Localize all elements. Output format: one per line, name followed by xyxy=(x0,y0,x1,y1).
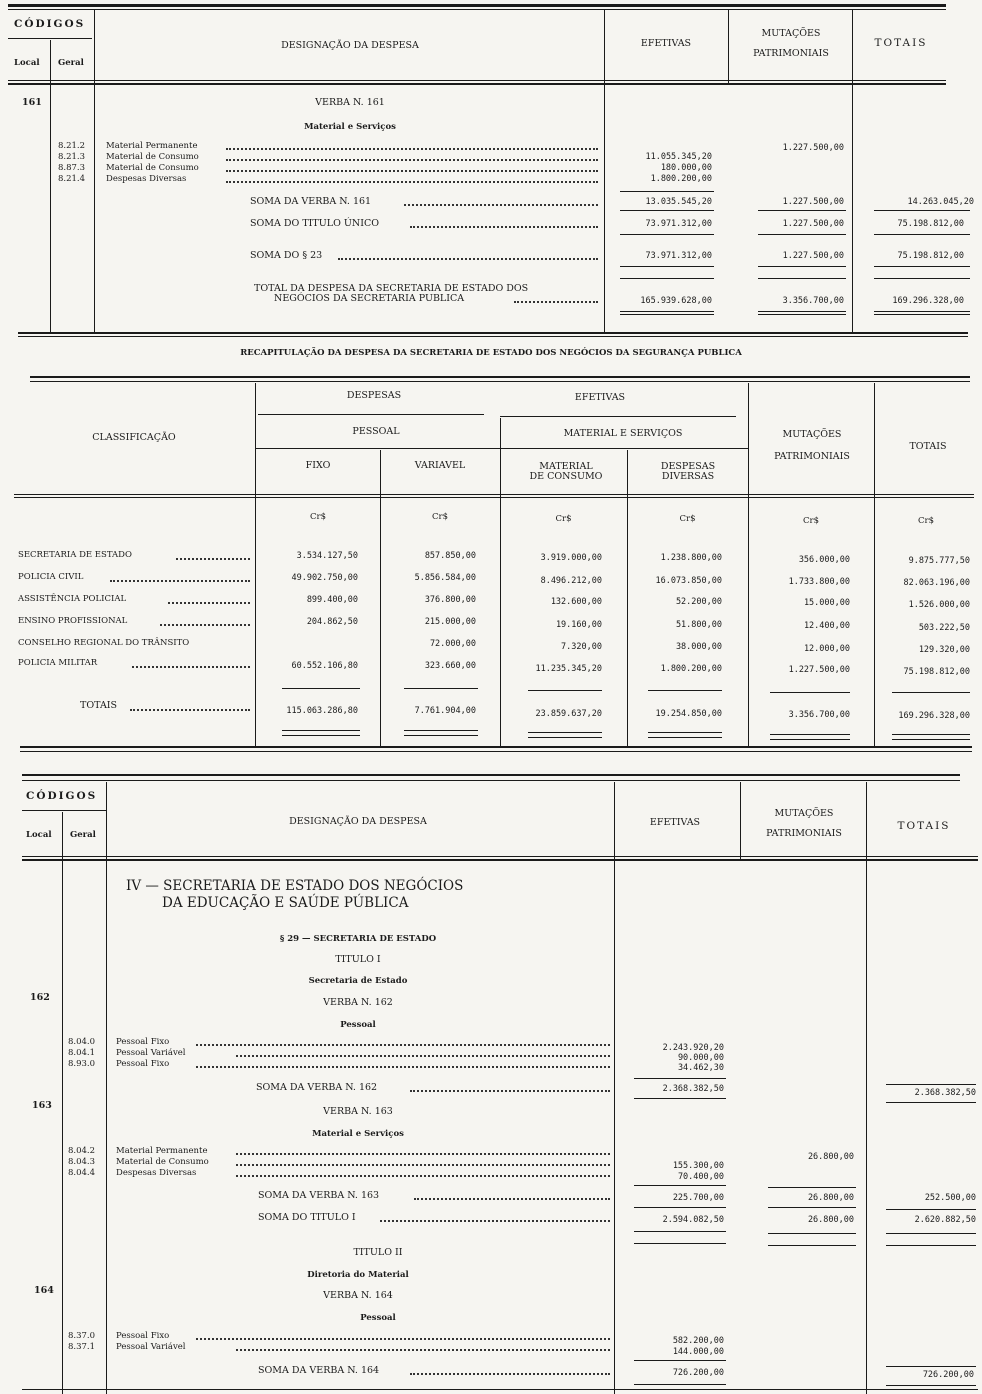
mutacoes-header-1: MUTAÇÕES xyxy=(761,28,821,39)
efetivas-header: EFETIVAS xyxy=(640,38,692,49)
recap-row-consumo: 132.600,00 xyxy=(550,597,602,607)
efetivas-header-2: EFETIVAS xyxy=(649,817,701,828)
v162-item-label: Pessoal Fixo xyxy=(116,1037,170,1047)
block1-sum-totais: 75.198.812,00 xyxy=(897,219,964,229)
titulo2-sub: Diretoria do Material xyxy=(307,1270,409,1280)
titulo1-heading: TITULO I xyxy=(335,954,381,965)
recap-row-fixo: 899.400,00 xyxy=(306,595,358,605)
block1-sum-efetivas: 13.035.545,20 xyxy=(645,197,712,207)
recap-diversas-header-1: DESPESAS xyxy=(660,461,716,472)
block1-item-code: 8.87.3 xyxy=(58,163,86,173)
v164-labels xyxy=(116,1331,186,1353)
recap-currency: Cr$ xyxy=(918,516,934,526)
block1-total-totais: 169.296.328,00 xyxy=(892,296,964,306)
v162-item-efetivas: 90.000,00 xyxy=(677,1053,724,1063)
recap-efetivas-header: EFETIVAS xyxy=(574,392,626,403)
v163-item-label: Material Permanente xyxy=(116,1146,208,1156)
recap-totais-header: TOTAIS xyxy=(909,441,947,452)
recap-row-consumo: 11.235.345,20 xyxy=(535,664,602,674)
block1-item-codes xyxy=(58,141,85,185)
recap-row-label: POLICIA MILITAR xyxy=(18,658,98,668)
recap-row-mutacoes: 1.227.500,00 xyxy=(788,665,850,675)
block1-local-code: 161 xyxy=(22,97,42,108)
recap-row-fixo: 60.552.106,80 xyxy=(291,661,358,671)
titulo1-sum-totais: 2.620.882,50 xyxy=(914,1215,976,1225)
v163-sum-mutacoes: 26.800,00 xyxy=(807,1193,854,1203)
recap-row-mutacoes: 12.400,00 xyxy=(803,621,850,631)
v164-item-label: Pessoal Variável xyxy=(116,1342,186,1352)
section-heading-1: IV — SECRETARIA DE ESTADO DOS NEGÓCIOS xyxy=(126,878,464,894)
recap-row-mutacoes: 12.000,00 xyxy=(803,644,850,654)
recap-row-mutacoes: 15.000,00 xyxy=(803,598,850,608)
totais-header-2: TOTAIS xyxy=(897,820,951,832)
recap-currency: Cr$ xyxy=(555,514,572,524)
recap-pessoal-header: PESSOAL xyxy=(352,426,400,437)
recap-currency: Cr$ xyxy=(310,512,326,522)
v163-sum-efetivas: 225.700,00 xyxy=(672,1193,724,1203)
recap-row-mutacoes: 356.000,00 xyxy=(798,555,850,565)
recap-row-label: CONSELHO REGIONAL DO TRÂNSITO xyxy=(18,638,190,648)
recap-row-totais: 82.063.196,00 xyxy=(903,578,970,588)
geral-header: Geral xyxy=(58,58,84,68)
v162-labels xyxy=(116,1037,186,1070)
v162-item-efetivas: 34.462,30 xyxy=(677,1063,724,1073)
v163-sub: Material e Serviços xyxy=(312,1129,404,1139)
block1-sum-efetivas: 73.971.312,00 xyxy=(645,219,712,229)
mutacoes-header-2a: MUTAÇÕES xyxy=(774,808,834,819)
recap-mutacoes-header-1: MUTAÇÕES xyxy=(782,429,842,440)
block1-sum-label: SOMA DO § 23 xyxy=(250,250,323,261)
recap-row-variavel: 72.000,00 xyxy=(429,639,476,649)
recap-row-diversas: 16.073.850,00 xyxy=(655,576,722,586)
recap-material-header: MATERIAL E SERVIÇOS xyxy=(563,428,683,439)
v162-item-code: 8.04.0 xyxy=(68,1037,96,1047)
v164-item-code: 8.37.1 xyxy=(68,1342,96,1352)
recap-consumo-header-2: DE CONSUMO xyxy=(529,471,603,482)
recap-row-variavel: 376.800,00 xyxy=(424,595,476,605)
recap-row-mutacoes: 1.733.800,00 xyxy=(788,577,850,587)
v162-item-code: 8.04.1 xyxy=(68,1048,96,1058)
v163-sum-label: SOMA DA VERBA N. 163 xyxy=(258,1190,380,1201)
block1-sum-mutacoes: 1.227.500,00 xyxy=(782,197,844,207)
block1-item-code: 8.21.3 xyxy=(58,152,86,162)
recap-row-variavel: 323.660,00 xyxy=(424,661,476,671)
block1-item-efetivas: 1.800.200,00 xyxy=(650,174,712,184)
v164-title: VERBA N. 164 xyxy=(323,1290,393,1301)
recap-row-consumo: 7.320,00 xyxy=(561,642,602,652)
recap-despesas-header: DESPESAS xyxy=(346,390,402,401)
recap-row-variavel: 857.850,00 xyxy=(424,551,476,561)
recap-diversas-header-2: DIVERSAS xyxy=(661,471,715,482)
v164-sub: Pessoal xyxy=(360,1313,396,1323)
block1-sum-mutacoes: 1.227.500,00 xyxy=(782,219,844,229)
recap-row-diversas: 52.200,00 xyxy=(675,597,722,607)
v164-codes xyxy=(68,1331,95,1353)
block1-total-line2: NEGÓCIOS DA SECRETARIA PUBLICA xyxy=(274,293,465,304)
block1-total-mutacoes: 3.356.700,00 xyxy=(782,296,844,306)
v163-item-mutacoes: 26.800,00 xyxy=(807,1152,854,1162)
v163-item-efetivas: 70.400,00 xyxy=(677,1172,724,1182)
recap-classificacao-header: CLASSIFICAÇÃO xyxy=(92,432,176,443)
v163-labels xyxy=(116,1146,209,1179)
v163-item-code: 8.04.3 xyxy=(68,1157,96,1167)
recap-total-variavel: 7.761.904,00 xyxy=(414,706,476,716)
recap-total-fixo: 115.063.286,80 xyxy=(286,706,358,716)
recap-row-diversas: 1.800.200,00 xyxy=(660,664,722,674)
mutacoes-header-2b: PATRIMONIAIS xyxy=(766,828,842,839)
block1-item-mutacoes: 1.227.500,00 xyxy=(782,143,844,153)
v163-codes xyxy=(68,1146,95,1179)
block1-item-label: Material Permanente xyxy=(106,141,198,151)
titulo1-sum-label: SOMA DO TITULO I xyxy=(258,1212,356,1223)
v162-sub: Pessoal xyxy=(340,1020,376,1030)
v164-sum-totais: 726.200,00 xyxy=(922,1370,974,1380)
v164-code: 164 xyxy=(34,1285,54,1296)
block1-item-efetivas: 180.000,00 xyxy=(660,163,712,173)
block1-sum-mutacoes: 1.227.500,00 xyxy=(782,251,844,261)
block1-sum-label: SOMA DA VERBA N. 161 xyxy=(250,196,372,207)
recap-currency: Cr$ xyxy=(432,512,448,522)
recap-row-totais: 129.320,00 xyxy=(918,645,970,655)
recap-mutacoes-header-2: PATRIMONIAIS xyxy=(774,451,850,462)
v164-item-efetivas: 582.200,00 xyxy=(672,1336,724,1346)
block1-verba-title: VERBA N. 161 xyxy=(315,97,385,108)
recap-total-totais: 169.296.328,00 xyxy=(898,711,970,721)
recap-row-fixo: 3.534.127,50 xyxy=(296,551,358,561)
recap-row-fixo: 204.862,50 xyxy=(306,617,358,627)
designacao-header: DESIGNAÇÃO DA DESPESA xyxy=(281,40,419,51)
block1-item-label: Despesas Diversas xyxy=(106,174,187,184)
block1-item-label: Material de Consumo xyxy=(106,152,199,162)
v163-item-label: Material de Consumo xyxy=(116,1157,209,1167)
v162-sum-label: SOMA DA VERBA N. 162 xyxy=(256,1082,378,1093)
block1-subtitle: Material e Serviços xyxy=(304,122,396,132)
recap-row-totais: 1.526.000,00 xyxy=(908,600,970,610)
recap-row-fixo: 49.902.750,00 xyxy=(291,573,358,583)
block1-total-line1: TOTAL DA DESPESA DA SECRETARIA DE ESTADO DOS xyxy=(254,283,529,294)
v163-item-efetivas: 155.300,00 xyxy=(672,1161,724,1171)
titulo1-sum-mutacoes: 26.800,00 xyxy=(807,1215,854,1225)
local-header-2: Local xyxy=(26,830,52,840)
v162-item-label: Pessoal Fixo xyxy=(116,1059,170,1069)
geral-header-2: Geral xyxy=(70,830,96,840)
recap-total-consumo: 23.859.637,20 xyxy=(535,709,602,719)
block1-sum-totais: 75.198.812,00 xyxy=(897,251,964,261)
recap-row-totais: 9.875.777,50 xyxy=(908,556,970,566)
block1-sum-totais: 14.263.045,20 xyxy=(907,197,974,207)
v163-code: 163 xyxy=(32,1100,52,1111)
v162-sum-efetivas: 2.368.382,50 xyxy=(662,1084,724,1094)
block1-item-code: 8.21.4 xyxy=(58,174,86,184)
recap-totals-label: TOTAIS xyxy=(80,700,118,711)
recap-currency: Cr$ xyxy=(679,514,696,524)
local-header: Local xyxy=(14,58,40,68)
recap-currency: Cr$ xyxy=(803,516,819,526)
block1-item-efetivas: 11.055.345,20 xyxy=(645,152,712,162)
recap-variavel-header: VARIAVEL xyxy=(414,460,466,471)
v163-sum-totais: 252.500,00 xyxy=(924,1193,976,1203)
v162-title: VERBA N. 162 xyxy=(323,997,393,1008)
v164-item-code: 8.37.0 xyxy=(68,1331,96,1341)
v162-item-label: Pessoal Variável xyxy=(116,1048,186,1058)
codigos-header: CÓDIGOS xyxy=(14,18,86,30)
recap-row-consumo: 19.160,00 xyxy=(555,620,602,630)
recap-consumo-header xyxy=(504,462,628,482)
v164-item-label: Pessoal Fixo xyxy=(116,1331,170,1341)
recap-total-mutacoes: 3.356.700,00 xyxy=(788,710,850,720)
recap-row-consumo: 3.919.000,00 xyxy=(540,553,602,563)
recap-row-totais: 503.222,50 xyxy=(918,623,970,633)
block1-item-label: Material de Consumo xyxy=(106,163,199,173)
v163-item-code: 8.04.2 xyxy=(68,1146,96,1156)
recap-row-diversas: 1.238.800,00 xyxy=(660,553,722,563)
recap-fixo-header: FIXO xyxy=(305,460,331,471)
titulo2-heading: TITULO II xyxy=(353,1247,403,1258)
v162-item-efetivas: 2.243.920,20 xyxy=(662,1043,724,1053)
totais-header: TOTAIS xyxy=(874,37,928,49)
recap-title: RECAPITULAÇÃO DA DESPESA DA SECRETARIA DE ESTADO DOS NEGÓCIOS DA SEGURANÇA PUBLICA xyxy=(240,348,742,358)
v164-sum-label: SOMA DA VERBA N. 164 xyxy=(258,1365,380,1376)
v164-item-efetivas: 144.000,00 xyxy=(672,1347,724,1357)
recap-row-consumo: 8.496.212,00 xyxy=(540,576,602,586)
recap-row-label: ENSINO PROFISSIONAL xyxy=(18,616,128,626)
recap-total-diversas: 19.254.850,00 xyxy=(655,709,722,719)
block1-total-efetivas: 165.939.628,00 xyxy=(640,296,712,306)
block1-item-code: 8.21.2 xyxy=(58,141,86,151)
block1-item-labels xyxy=(106,141,199,185)
recap-row-totais: 75.198.812,00 xyxy=(903,667,970,677)
para-heading: § 29 — SECRETARIA DE ESTADO xyxy=(279,934,437,944)
block1-sum-efetivas: 73.971.312,00 xyxy=(645,251,712,261)
recap-row-label: SECRETARIA DE ESTADO xyxy=(18,550,132,560)
recap-row-variavel: 5.856.584,00 xyxy=(414,573,476,583)
titulo1-sum-efetivas: 2.594.082,50 xyxy=(662,1215,724,1225)
section-heading-2: DA EDUCAÇÃO E SAÚDE PÚBLICA xyxy=(162,895,409,911)
v163-item-code: 8.04.4 xyxy=(68,1168,96,1178)
titulo1-sub: Secretaria de Estado xyxy=(308,976,408,986)
recap-row-diversas: 51.800,00 xyxy=(675,620,722,630)
v162-codes xyxy=(68,1037,95,1070)
recap-diversas-header xyxy=(628,462,748,482)
mutacoes-header-2: PATRIMONIAIS xyxy=(753,48,829,59)
v163-title: VERBA N. 163 xyxy=(323,1106,393,1117)
block1-sum-label: SOMA DO TITULO ÚNICO xyxy=(250,218,380,229)
v163-item-label: Despesas Diversas xyxy=(116,1168,197,1178)
recap-row-label: ASSISTÊNCIA POLICIAL xyxy=(18,594,127,604)
v162-sum-totais: 2.368.382,50 xyxy=(914,1088,976,1098)
codigos-header-2: CÓDIGOS xyxy=(26,790,98,802)
designacao-header-2: DESIGNAÇÃO DA DESPESA xyxy=(289,816,427,827)
v162-code: 162 xyxy=(30,992,50,1003)
v162-item-code: 8.93.0 xyxy=(68,1059,96,1069)
recap-row-variavel: 215.000,00 xyxy=(424,617,476,627)
recap-row-diversas: 38.000,00 xyxy=(675,642,722,652)
recap-consumo-header-1: MATERIAL xyxy=(539,461,593,472)
recap-row-label: POLICIA CIVIL xyxy=(18,572,84,582)
v164-sum-efetivas: 726.200,00 xyxy=(672,1368,724,1378)
